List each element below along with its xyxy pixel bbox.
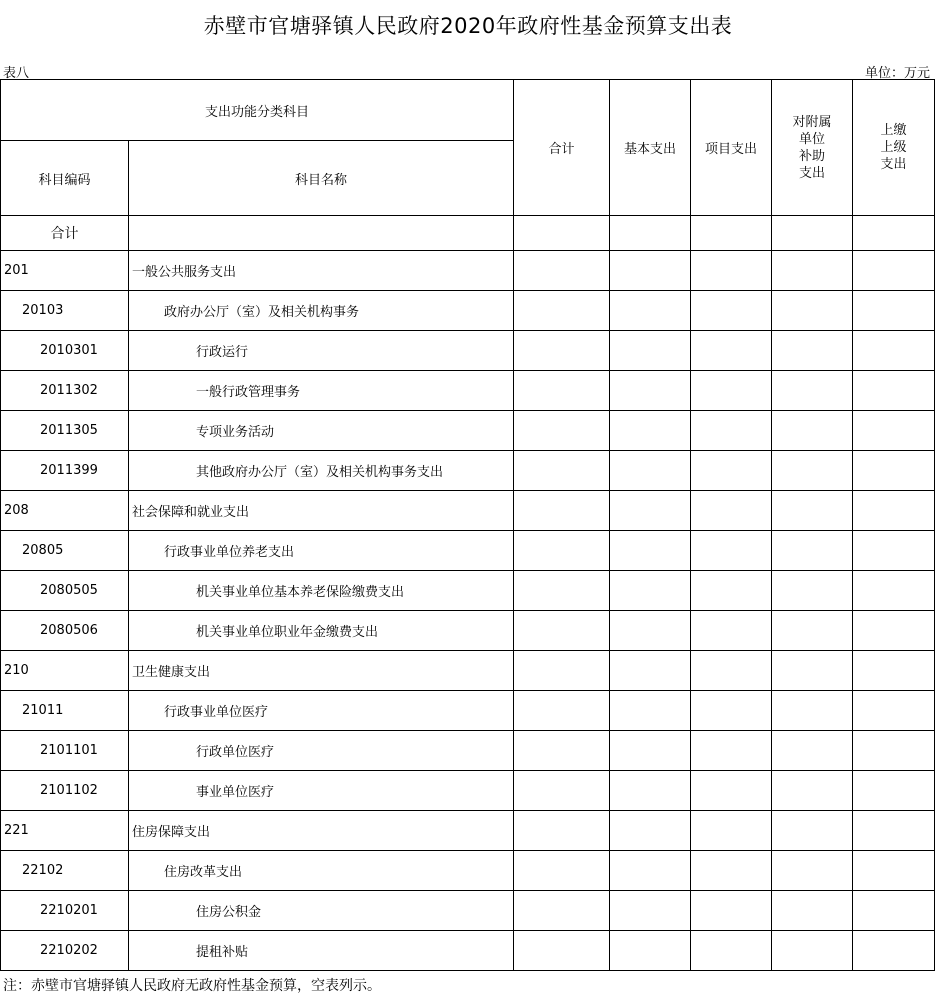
value-cell	[610, 531, 691, 571]
table-row	[1, 771, 935, 811]
value-cell	[853, 371, 935, 411]
table-row	[1, 571, 935, 611]
table-row	[1, 251, 935, 291]
value-cell	[691, 411, 772, 451]
subject-code: 208	[1, 491, 129, 531]
value-cell	[691, 331, 772, 371]
header-remit	[853, 80, 935, 216]
table-row	[1, 731, 935, 771]
unit-label: 单位：万元	[864, 66, 930, 81]
value-cell	[772, 931, 853, 971]
value-cell	[772, 611, 853, 651]
subject-code: 2080505	[1, 571, 129, 611]
subject-name: 事业单位医疗	[129, 771, 514, 811]
value-cell	[772, 216, 853, 251]
header-total: 合计	[514, 80, 610, 216]
value-cell	[610, 451, 691, 491]
subject-code: 2210201	[1, 891, 129, 931]
value-cell	[514, 331, 610, 371]
value-cell	[691, 811, 772, 851]
subject-name: 机关事业单位职业年金缴费支出	[129, 611, 514, 651]
value-cell	[514, 291, 610, 331]
header-basic: 基本支出	[610, 80, 691, 216]
value-cell	[853, 331, 935, 371]
total-row	[1, 216, 935, 251]
subject-code: 22102	[1, 851, 129, 891]
value-cell	[691, 611, 772, 651]
header-subsidy-line: 对附属	[792, 114, 832, 130]
value-cell	[610, 371, 691, 411]
budget-table	[0, 79, 935, 971]
value-cell	[772, 251, 853, 291]
value-cell	[514, 891, 610, 931]
value-cell	[691, 491, 772, 531]
table-row	[1, 371, 935, 411]
subject-name: 机关事业单位基本养老保险缴费支出	[129, 571, 514, 611]
header-subsidy	[772, 80, 853, 216]
table-row	[1, 891, 935, 931]
value-cell	[514, 731, 610, 771]
subject-name: 其他政府办公厅（室）及相关机构事务支出	[129, 451, 514, 491]
value-cell	[610, 411, 691, 451]
subject-code: 2101101	[1, 731, 129, 771]
value-cell	[772, 891, 853, 931]
header-remit-line: 上级	[880, 140, 907, 155]
subject-name: 政府办公厅（室）及相关机构事务	[129, 291, 514, 331]
subject-code: 201	[1, 251, 129, 291]
subject-name: 行政运行	[129, 331, 514, 371]
value-cell	[772, 491, 853, 531]
value-cell	[853, 571, 935, 611]
table-row	[1, 651, 935, 691]
value-cell	[610, 731, 691, 771]
value-cell	[514, 251, 610, 291]
value-cell	[853, 216, 935, 251]
value-cell	[772, 371, 853, 411]
value-cell	[772, 691, 853, 731]
value-cell	[514, 531, 610, 571]
table-row	[1, 291, 935, 331]
subject-name: 行政事业单位医疗	[129, 691, 514, 731]
subject-code: 20103	[1, 291, 129, 331]
value-cell	[514, 491, 610, 531]
table-number: 表八	[3, 66, 30, 81]
total-name	[129, 216, 514, 251]
value-cell	[772, 811, 853, 851]
value-cell	[853, 491, 935, 531]
subject-code: 2011305	[1, 411, 129, 451]
subject-name: 住房改革支出	[129, 851, 514, 891]
table-row	[1, 611, 935, 651]
value-cell	[772, 331, 853, 371]
table-row	[1, 851, 935, 891]
value-cell	[691, 531, 772, 571]
table-row	[1, 331, 935, 371]
header-code: 科目编码	[1, 141, 129, 216]
value-cell	[853, 651, 935, 691]
value-cell	[691, 451, 772, 491]
value-cell	[610, 851, 691, 891]
value-cell	[610, 291, 691, 331]
value-cell	[610, 651, 691, 691]
value-cell	[853, 531, 935, 571]
total-label: 合计	[1, 216, 129, 251]
subject-code: 2210202	[1, 931, 129, 971]
value-cell	[610, 491, 691, 531]
value-cell	[772, 731, 853, 771]
value-cell	[772, 531, 853, 571]
value-cell	[610, 891, 691, 931]
value-cell	[514, 216, 610, 251]
value-cell	[853, 451, 935, 491]
value-cell	[691, 851, 772, 891]
subject-code: 21011	[1, 691, 129, 731]
subject-code: 20805	[1, 531, 129, 571]
value-cell	[772, 571, 853, 611]
subject-name: 一般公共服务支出	[129, 251, 514, 291]
value-cell	[610, 771, 691, 811]
table-row	[1, 691, 935, 731]
value-cell	[691, 571, 772, 611]
table-row	[1, 451, 935, 491]
value-cell	[514, 451, 610, 491]
value-cell	[610, 931, 691, 971]
value-cell	[610, 251, 691, 291]
header-subsidy-line: 补助	[799, 148, 826, 164]
value-cell	[610, 331, 691, 371]
header-subsidy-line: 支出	[799, 165, 826, 181]
value-cell	[772, 291, 853, 331]
subject-code: 2011302	[1, 371, 129, 411]
value-cell	[514, 571, 610, 611]
value-cell	[514, 811, 610, 851]
value-cell	[610, 611, 691, 651]
value-cell	[772, 451, 853, 491]
subject-name: 专项业务活动	[129, 411, 514, 451]
value-cell	[853, 411, 935, 451]
header-remit-line: 上缴	[880, 123, 907, 138]
value-cell	[610, 216, 691, 251]
value-cell	[853, 771, 935, 811]
subject-name: 提租补贴	[129, 931, 514, 971]
value-cell	[691, 291, 772, 331]
value-cell	[691, 251, 772, 291]
value-cell	[853, 851, 935, 891]
value-cell	[853, 891, 935, 931]
value-cell	[853, 611, 935, 651]
value-cell	[514, 411, 610, 451]
value-cell	[853, 691, 935, 731]
subject-name: 社会保障和就业支出	[129, 491, 514, 531]
value-cell	[691, 651, 772, 691]
subject-code: 2080506	[1, 611, 129, 651]
subject-name: 行政单位医疗	[129, 731, 514, 771]
value-cell	[514, 371, 610, 411]
value-cell	[772, 411, 853, 451]
value-cell	[514, 611, 610, 651]
header-project: 项目支出	[691, 80, 772, 216]
value-cell	[610, 691, 691, 731]
value-cell	[691, 371, 772, 411]
value-cell	[772, 851, 853, 891]
value-cell	[772, 651, 853, 691]
footnote: 注：赤壁市官塘驿镇人民政府无政府性基金预算，空表列示。	[3, 978, 381, 994]
header-subsidy-line: 单位	[799, 131, 826, 147]
value-cell	[691, 771, 772, 811]
value-cell	[691, 891, 772, 931]
subject-code: 221	[1, 811, 129, 851]
subject-name: 行政事业单位养老支出	[129, 531, 514, 571]
value-cell	[610, 571, 691, 611]
table-row	[1, 931, 935, 971]
value-cell	[514, 931, 610, 971]
subject-name: 一般行政管理事务	[129, 371, 514, 411]
value-cell	[514, 851, 610, 891]
value-cell	[691, 731, 772, 771]
subject-code: 2011399	[1, 451, 129, 491]
page-title: 赤壁市官塘驿镇人民政府2020年政府性基金预算支出表	[203, 14, 733, 38]
header-row-1	[1, 80, 935, 141]
subject-code: 2010301	[1, 331, 129, 371]
table-row	[1, 491, 935, 531]
subject-code: 2101102	[1, 771, 129, 811]
subject-code: 210	[1, 651, 129, 691]
value-cell	[691, 216, 772, 251]
value-cell	[514, 691, 610, 731]
value-cell	[853, 291, 935, 331]
subject-name: 住房公积金	[129, 891, 514, 931]
table-row	[1, 531, 935, 571]
header-group: 支出功能分类科目	[1, 80, 514, 141]
table-row	[1, 811, 935, 851]
header-remit-line: 支出	[880, 157, 907, 172]
table-row	[1, 411, 935, 451]
header-name: 科目名称	[129, 141, 514, 216]
value-cell	[691, 691, 772, 731]
value-cell	[853, 731, 935, 771]
value-cell	[853, 251, 935, 291]
value-cell	[853, 931, 935, 971]
value-cell	[514, 651, 610, 691]
value-cell	[691, 931, 772, 971]
subject-name: 住房保障支出	[129, 811, 514, 851]
value-cell	[853, 811, 935, 851]
value-cell	[514, 771, 610, 811]
value-cell	[610, 811, 691, 851]
value-cell	[772, 771, 853, 811]
subject-name: 卫生健康支出	[129, 651, 514, 691]
